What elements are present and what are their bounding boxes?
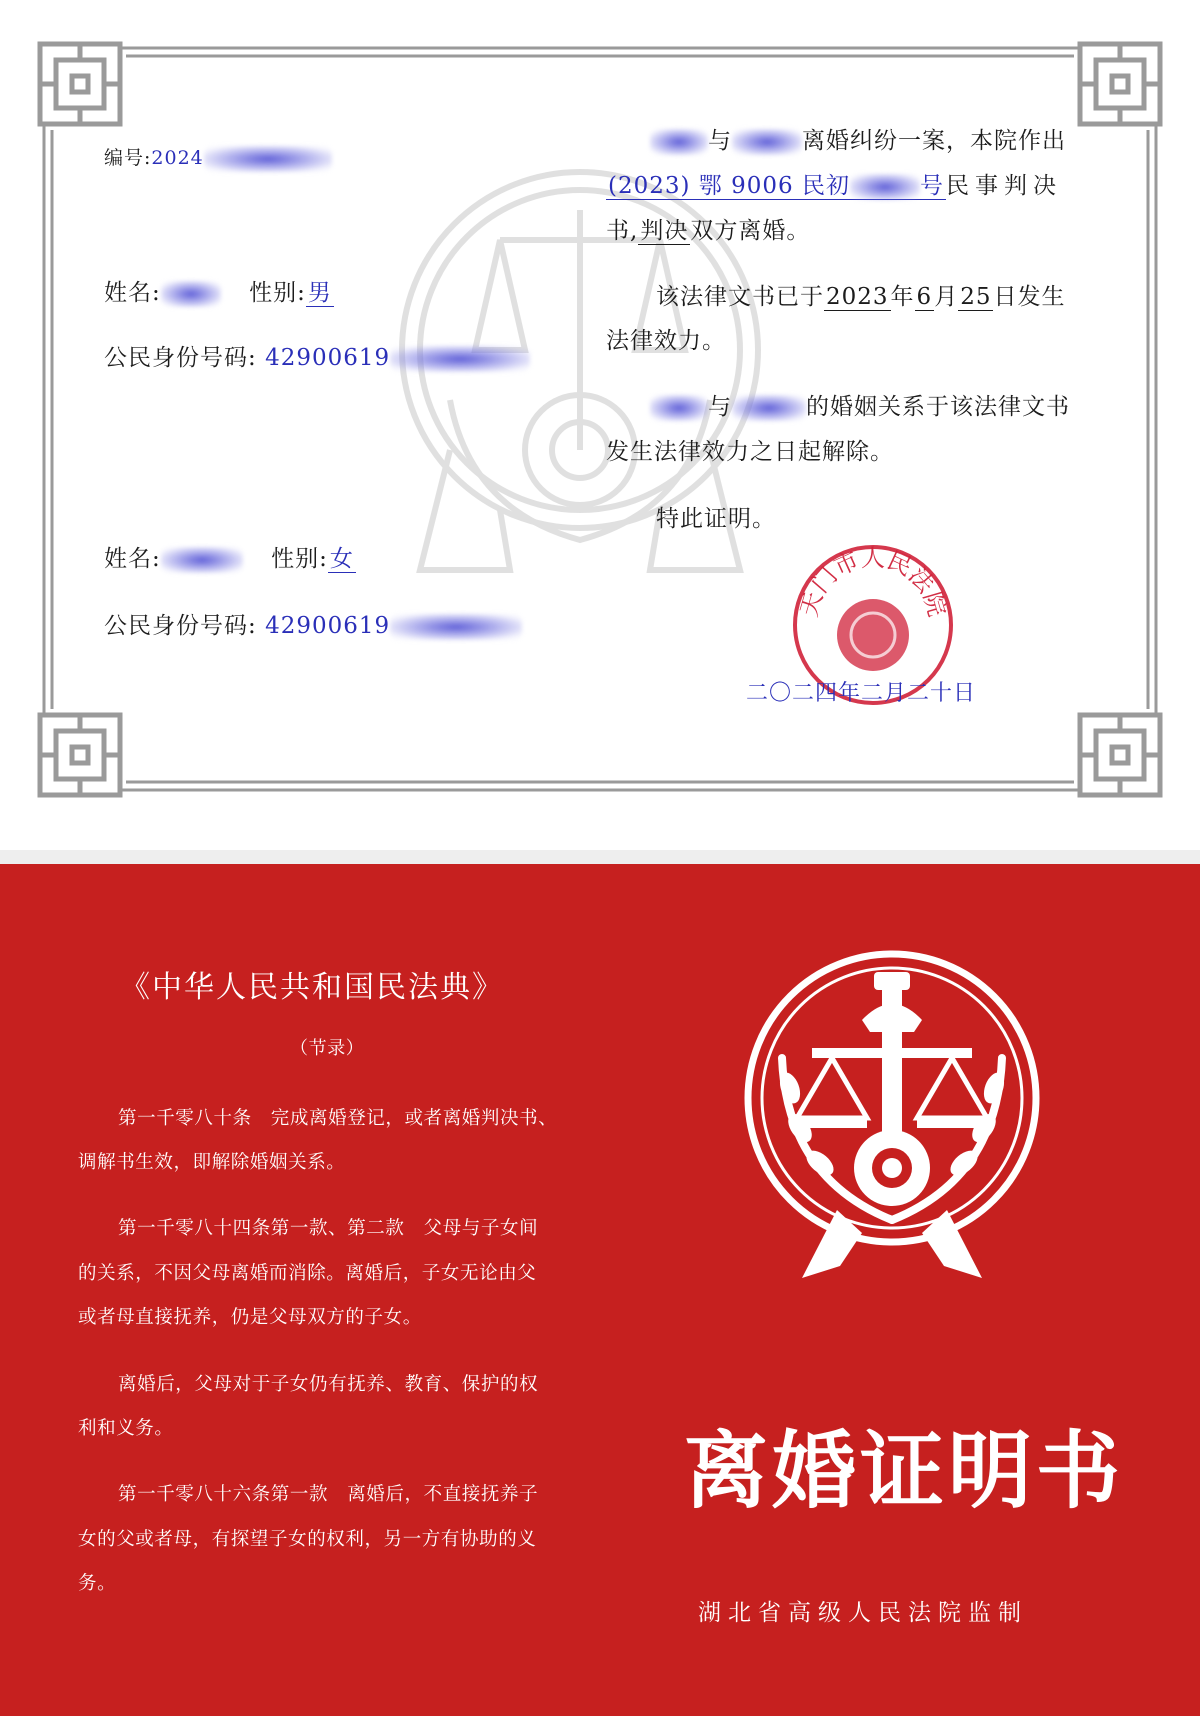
person1-id-label: 公民身份号码: <box>104 345 257 371</box>
p3-suffix: 的婚姻关系于该法律文书 <box>806 394 1070 420</box>
certificate-page <box>0 0 1200 850</box>
serial-value: 2024 <box>151 147 204 169</box>
redaction-blur <box>161 547 243 573</box>
redaction-blur <box>732 129 802 155</box>
line1-suffix: 离婚纠纷一案，本院作出 <box>802 128 1066 154</box>
p2-c: 月 <box>934 284 959 310</box>
court-emblem <box>742 948 1042 1288</box>
redaction-blur <box>850 174 920 200</box>
hereby-certify: 特此证明。 <box>656 506 776 532</box>
case-prefix: (2023) 鄂 9006 民初 <box>608 173 850 199</box>
line3-b: 判决 <box>640 218 689 244</box>
person1-name-row <box>104 274 334 307</box>
page-gap <box>0 850 1200 864</box>
redaction-blur <box>390 614 522 640</box>
seal-text: 天门市人民法院 <box>794 543 952 620</box>
article-line-9: 女的父或者母，有探望子女的权利，另一方有协助的义 <box>78 1529 537 1550</box>
person1-id-row <box>104 339 530 372</box>
certificate-title: 离婚证明书 <box>684 1421 1125 1520</box>
effective-date-line <box>656 278 1065 311</box>
effective-year: 2023 <box>826 284 889 310</box>
article-line-8: 第一千零八十六条第一款 离婚后，不直接抚养子 <box>118 1484 539 1505</box>
person2-name-row <box>104 540 356 573</box>
body-line-2 <box>606 167 1062 200</box>
serial-number-row <box>104 143 332 172</box>
article-line-10: 务。 <box>78 1573 117 1594</box>
article-line-6: 离婚后，父母对于子女仍有抚养、教育、保护的权 <box>118 1374 539 1395</box>
person2-id-value: 42900619 <box>265 613 391 639</box>
article-line-1: 第一千零八十条 完成离婚登记，或者离婚判决书、 <box>118 1108 558 1129</box>
person2-gender-label: 性别: <box>271 546 328 572</box>
person2-id-label: 公民身份号码: <box>104 613 257 639</box>
line3-a: 书, <box>606 218 639 244</box>
person2-gender-value: 女 <box>329 546 354 572</box>
dissolution-line-1 <box>650 388 1070 421</box>
body-line-1 <box>650 122 1066 155</box>
issuer-footer: 湖北省高级人民法院监制 <box>698 1600 1028 1626</box>
person1-gender-label: 性别: <box>249 280 306 306</box>
serial-label: 编号: <box>104 147 152 169</box>
body-line-3 <box>606 212 810 245</box>
p2-a: 该法律文书已于 <box>656 284 824 310</box>
case-number <box>606 173 946 200</box>
article-line-2: 调解书生效，即解除婚姻关系。 <box>78 1152 346 1173</box>
conjunction: 与 <box>708 394 732 420</box>
article-line-3: 第一千零八十四条第一款、第二款 父母与子女间 <box>118 1218 539 1239</box>
effective-line-2: 法律效力。 <box>606 328 726 354</box>
law-title: 《中华人民共和国民法典》 <box>120 970 504 1005</box>
effective-month: 6 <box>916 284 933 310</box>
redaction-blur <box>390 346 530 372</box>
redaction-blur <box>204 146 332 172</box>
redaction-blur <box>650 129 708 155</box>
excerpt-label: （节录） <box>290 1038 365 1059</box>
line2-suffix: 民事判决 <box>945 173 1062 199</box>
redaction-blur <box>732 395 806 421</box>
p2-b: 年 <box>890 284 915 310</box>
person1-gender-value: 男 <box>307 280 332 306</box>
issue-date: 二〇二四年二月二十日 <box>746 681 977 706</box>
redaction-blur <box>161 281 221 307</box>
person2-name-label: 姓名: <box>104 546 161 572</box>
person1-name-label: 姓名: <box>104 280 161 306</box>
article-line-5: 或者母直接抚养，仍是父母双方的子女。 <box>78 1307 422 1328</box>
line3-c: 双方离婚。 <box>690 218 811 244</box>
article-line-7: 利和义务。 <box>78 1418 174 1439</box>
redaction-blur <box>650 395 708 421</box>
case-suffix: 号 <box>919 173 944 199</box>
effective-day: 25 <box>960 284 992 310</box>
dissolution-line-2: 发生法律效力之日起解除。 <box>606 439 894 465</box>
person2-id-row <box>104 607 522 640</box>
article-line-4: 的关系，不因父母离婚而消除。离婚后，子女无论由父 <box>78 1263 537 1284</box>
conjunction: 与 <box>708 128 732 154</box>
p2-d: 日发生 <box>993 284 1066 310</box>
person1-id-value: 42900619 <box>265 345 391 371</box>
